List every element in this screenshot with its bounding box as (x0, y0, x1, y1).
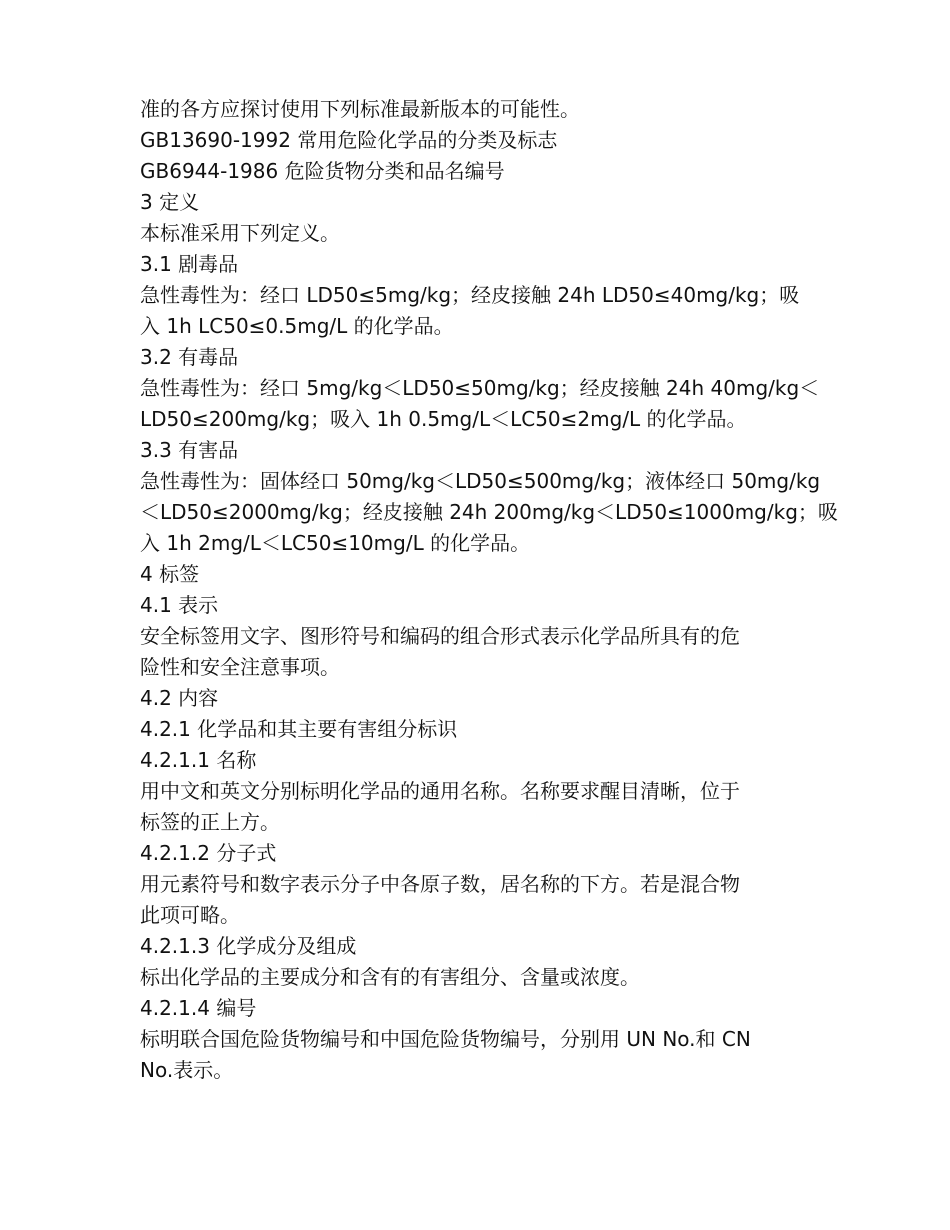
heading-3-3: 3.3 有害品 (140, 438, 239, 462)
text-line-4-2-1-4-a: 标明联合国危险货物编号和中国危险货物编号，分别用 UN No.和 CN (140, 1027, 751, 1051)
text-line-3-2-a: 急性毒性为：经口 5mg/kg＜LD50≤50mg/kg；经皮接触 24h 40mg/kg＜ (140, 376, 820, 400)
text-line-4-2-1-1-b: 标签的正上方。 (140, 810, 280, 834)
heading-4-label: 4 标签 (140, 562, 200, 586)
text-line-4-1-a: 安全标签用文字、图形符号和编码的组合形式表示化学品所具有的危 (140, 624, 740, 648)
text-line-3-1-b: 入 1h LC50≤0.5mg/L 的化学品。 (140, 314, 454, 338)
text-line-3-3-a: 急性毒性为：固体经口 50mg/kg＜LD50≤500mg/kg；液体经口 50mg/kg (140, 469, 821, 493)
text-line-3-1-a: 急性毒性为：经口 LD50≤5mg/kg；经皮接触 24h LD50≤40mg/kg；吸 (140, 283, 800, 307)
text-line-3-2-b: LD50≤200mg/kg；吸入 1h 0.5mg/L＜LC50≤2mg/L 的化学品。 (140, 407, 747, 431)
text-line-definitions: 本标准采用下列定义。 (140, 221, 340, 245)
heading-4-2-1-2: 4.2.1.2 分子式 (140, 841, 277, 865)
text-line-4-2-1-1-a: 用中文和英文分别标明化学品的通用名称。名称要求醒目清晰，位于 (140, 779, 740, 803)
heading-4-2-1: 4.2.1 化学品和其主要有害组分标识 (140, 717, 458, 741)
heading-4-2: 4.2 内容 (140, 686, 219, 710)
heading-3-definitions: 3 定义 (140, 190, 200, 214)
reference-gb6944: GB6944-1986 危险货物分类和品名编号 (140, 159, 505, 183)
text-line-4-2-1-3: 标出化学品的主要成分和含有的有害组分、含量或浓度。 (140, 965, 640, 989)
heading-4-2-1-3: 4.2.1.3 化学成分及组成 (140, 934, 357, 958)
heading-4-1: 4.1 表示 (140, 593, 219, 617)
heading-4-2-1-4: 4.2.1.4 编号 (140, 996, 257, 1020)
document-page (140, 94, 838, 1086)
text-line-4-2-1-2-a: 用元素符号和数字表示分子中各原子数，居名称的下方。若是混合物 (140, 872, 740, 896)
heading-3-1: 3.1 剧毒品 (140, 252, 239, 276)
heading-3-2: 3.2 有毒品 (140, 345, 239, 369)
text-line-4-2-1-4-b: No.表示。 (140, 1058, 234, 1082)
heading-4-2-1-1: 4.2.1.1 名称 (140, 748, 257, 772)
text-line-4-2-1-2-b: 此项可略。 (140, 903, 240, 927)
text-line-4-1-b: 险性和安全注意事项。 (140, 655, 340, 679)
text-line-3-3-b: ＜LD50≤2000mg/kg；经皮接触 24h 200mg/kg＜LD50≤1000mg/kg；吸 (140, 500, 838, 524)
reference-gb13690: GB13690-1992 常用危险化学品的分类及标志 (140, 128, 558, 152)
text-line-intro: 准的各方应探讨使用下列标准最新版本的可能性。 (140, 97, 580, 121)
text-line-3-3-c: 入 1h 2mg/L＜LC50≤10mg/L 的化学品。 (140, 531, 531, 555)
